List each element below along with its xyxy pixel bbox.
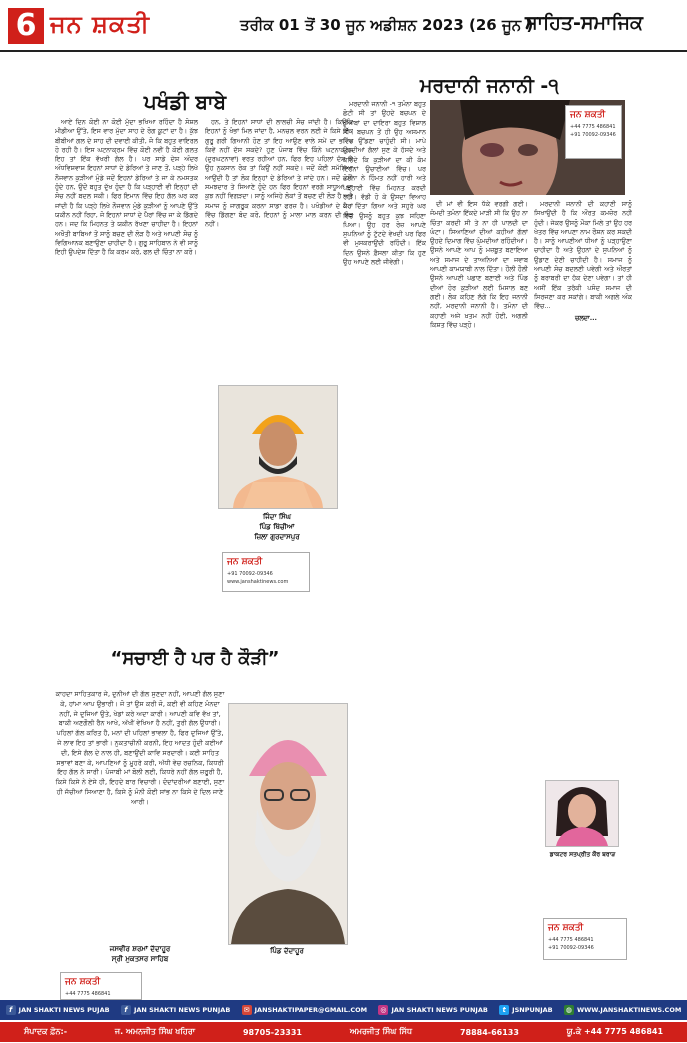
- article3-photo-caption: ਪਿੰਡ ਦੱਦਾਹੂਰ: [270, 947, 304, 955]
- news-badge-1: [222, 552, 310, 592]
- footer-link-label: JANSHAKTIPAPER@GMAIL.COM: [254, 1006, 368, 1014]
- elderly-man-pink-turban-photo: [229, 704, 347, 944]
- facebook-icon: f: [121, 1005, 131, 1015]
- article3-author-place: ਸ੍ਰੀ ਮੁਕਤਸਰ ਸਾਹਿਬ: [111, 955, 169, 963]
- article3-text: [55, 690, 225, 940]
- article1-author-district: ਜ਼ਿਲਾ ਗੁਰਦਾਸਪੁਰ: [254, 533, 300, 541]
- page-header: [0, 0, 687, 52]
- uk-phone: ਯੂ.ਕੇ +44 7775 486841: [566, 1027, 664, 1036]
- article3-title: “ਸਚਾਈ ਹੈ ਪਰ ਹੈ ਕੌੜੀ”: [110, 648, 280, 669]
- footer-link-label: WWW.JANSHAKTINEWS.COM: [576, 1006, 682, 1014]
- news-badge-photo: [565, 105, 622, 159]
- twitter-icon: t: [499, 1005, 509, 1015]
- badge-logo: ਜਨ ਸ਼ਕਤੀ: [227, 557, 263, 567]
- editor-label: ਸੰਪਾਦਕ ਫ਼ੋਨ:-: [23, 1027, 68, 1036]
- footer-link-label: JAN SHAKTI NEWS PUNJAB: [391, 1006, 488, 1014]
- article2-col3: [534, 200, 632, 760]
- badge-phone: +91 70092-09346: [227, 571, 273, 577]
- coeditor-name: ਅਮਰਜੀਤ ਸਿੰਘ ਸਿੱਧ: [349, 1027, 413, 1036]
- article1-col1: [55, 118, 198, 490]
- author-photo-satpreet-kaur: [545, 780, 619, 847]
- footer-link[interactable]: [564, 1005, 681, 1015]
- footer-link[interactable]: [378, 1005, 487, 1015]
- article1-col2-text: ਹਨ, ਤੇ ਇਹਨਾਂ ਸਾਧਾਂ ਦੀ ਲਾਲਚੀ ਸੋਚ ਜਾਂਦੀ ਹੈ। ਕਿਉਂਕਿ ਇਹਨਾਂ ਨੂੰ ਖੰਭਾਂ ਮਿਲ ਜਾਂਦਾ ਹੈ, ਮਨਚਲ ਵਰਨ ਲਈ ਜੇ ਕਿਸੇ ਇੱਕ ਗੁਰੂ ਗਰੀ ਗਿਆਨੀ ਹੋਣ ਤਾਂ ਇਹ ਆਉਣ ਵਾਲੇ ਸਮੇਂ ਦਾ ਭਵਿੱਖ ਕਿਵੇਂ ਨਹੀਂ ਦੱਸ ਸਕਦੇ? ਹੁਣ ਪੰਜਾਬ ਵਿੱਚ ਕਿੰਨੇ ਘਟਨਾਕ੍ਰਮ (ਦੁਰਘਟਨਾਵਾਂ) ਵਰਤ ਰਹੀਆਂ ਹਨ, ਫਿਰ ਇਹ ਪਹਿਲਾਂ ਦੱਸ ਕੇ ਉਹ ਨੁਕਸਾਨ ਰੋਕ ਤਾਂ ਕਿਉਂ ਨਹੀਂ ਸਕਦੇ। ਜਦੋਂ ਕੋਈ ਸਮੱਸਿਆ ਆਉਂਦੀ ਹੈ ਤਾਂ ਲੋਕ ਇਨ੍ਹਾਂ ਦੇ ਡੇਰਿਆਂ ਤੇ ਜਾਂਦੇ ਹਨ। ਜਦੋਂ ਕੋਈ ਸਮਝਦਾਰ ਤੇ ਸਿਆਣੇ ਹੁੰਦੇ ਹਨ ਫਿਰ ਇਹਨਾਂ ਵਰਗੇ ਸਾਧੂਆਂ ਦਾ ਕੁਝ ਨਹੀਂ ਵਿਗੜਦਾ। ਸਾਨੂੰ ਅਜਿਹੇ ਲੋਕਾਂ ਤੋਂ ਬਚਣ ਦੀ ਲੋੜ ਹੈ ਅਤੇ ਸਮਾਜ ਨੂੰ ਜਾਗਰੂਕ ਕਰਨਾ ਸਾਡਾ ਫਰਜ਼ ਹੈ। ਪਖੰਡੀਆਂ ਦੇ ਪੈਰਾਂ ਵਿੱਚ ਡਿੱਗਣਾ ਬੰਦ ਕਰੋ, ਇਹਨਾਂ ਨੂੰ ਮਾਲਾ ਮਾਲ ਕਰਨ ਦੀ ਲੋੜ ਨਹੀਂ।: [205, 118, 353, 229]
- section-title: ਸਾਹਿਤ-ਸਮਾਜਿਕ: [525, 12, 643, 34]
- footer-link[interactable]: [121, 1005, 230, 1015]
- article1-author: [212, 512, 342, 542]
- badge-logo: ਜਨ ਸ਼ਕਤੀ: [570, 110, 606, 120]
- article1-col1-text: ਆਏ ਦਿਨ ਕੋਈ ਨਾ ਕੋਈ ਮੁੱਦਾ ਭਖਿਆ ਰਹਿੰਦਾ ਹੈ ਸੋਸ਼ਲ ਮੀਡੀਆ ਉੱਤੇ, ਇਸ ਵਾਰ ਮੁੱਦਾ ਸਾਹ ਦੇ ਰੋਗ ਕੂਟਾਂ ਦਾ ਹੈ। ਕੁੱਝ ਬੀਬੀਆਂ ਗਲ ਦੇ ਸਾਹ ਦੀ ਦਵਾਈ ਕੀਤੀ, ਜੋ ਕਿ ਬਹੁਤ ਵਾਇਰਲ ਹੋ ਰਹੀ ਹੈ। ਇਸ ਘਟਨਾਕ੍ਰਮ ਵਿੱਚ ਕੋਈ ਨਵੀਂ ਹੈ ਕੋਈ ਗਲਤ ਇਹ ਤਾਂ ਇੱਕ ਵੱਖਰੀ ਗੱਲ ਹੈ। ਪਰ ਸਾਡੇ ਦੇਸ਼ ਅੰਦਰ ਅੰਧਵਿਸ਼ਵਾਸ਼ ਇਹਨਾਂ ਸਾਧਾਂ ਦੇ ਡੇਰਿਆਂ ਤੇ ਜਾਣ ਤੋਂ, ਪੜ੍ਹੇ ਲਿਖੇ ਨੌਜਵਾਨ ਕੁੜੀਆਂ ਮੁੰਡੇ ਜਦੋਂ ਇਹਨਾਂ ਡੇਰਿਆਂ ਤੇ ਜਾ ਕੇ ਨਮਸਤਕ ਹੁੰਦੇ ਹਨ, ਉਦੋਂ ਬਹੁਤ ਦੁੱਖ ਹੁੰਦਾ ਹੈ ਕਿ ਪੜ੍ਹਾਈ ਵੀ ਇਨ੍ਹਾਂ ਦੀ ਸੋਚ ਨਹੀਂ ਬਦਲ ਸਕੀ। ਫਿਰ ਇਮਾਨ ਵਿੱਚ ਇਹ ਗੱਲ ਘਰ ਕਰ ਜਾਂਦੀ ਹੈ ਕਿ ਪੜ੍ਹੇ ਲਿਖੇ ਨੌਜਵਾਨ ਮੁੰਡੇ ਕੁੜੀਆਂ ਨੂੰ ਆਪਣੇ ਉੱਤੇ ਯਕੀਨ ਨਹੀਂ ਰਿਹਾ, ਜੋ ਇਹਨਾਂ ਸਾਧਾਂ ਦੇ ਪੈਰਾਂ ਵਿੱਚ ਜਾ ਕੇ ਡਿੱਗਦੇ ਹਨ। ਜਦ ਕਿ ਮਿਹਨਤ ਤੇ ਯਕੀਨ ਰੱਖਣਾ ਚਾਹੀਦਾ ਹੈ। ਇਹਨਾਂ ਅਖੌਤੀ ਬਾਬਿਆਂ ਤੋਂ ਸਾਨੂੰ ਬਚਣ ਦੀ ਲੋੜ ਹੈ ਅਤੇ ਆਪਣੀ ਸੋਚ ਨੂੰ ਵਿਗਿਆਨਕ ਬਣਾਉਣਾ ਚਾਹੀਦਾ ਹੈ। ਗੁਰੂ ਸਾਹਿਬਾਨ ਨੇ ਵੀ ਸਾਨੂੰ ਇਹੀ ਉਪਦੇਸ਼ ਦਿੱਤਾ ਹੈ ਕਿ ਕਰਮ ਕਰੋ, ਫਲ ਦੀ ਚਿੰਤਾ ਨਾ ਕਰੋ।: [55, 118, 198, 257]
- badge-phone: +44 7775 486841: [65, 991, 111, 997]
- article1-author-name: ਜਿੰਦਾ ਸਿੰਘ: [262, 513, 292, 521]
- article3-author-name: ਜਸਵੀਰ ਸ਼ਰਮਾਂ ਦੱਦਾਹੂਰ: [109, 945, 171, 953]
- news-badge-2: [60, 972, 142, 1000]
- badge-phone-2: +91 70092-09346: [570, 132, 616, 138]
- article2-photo: [430, 100, 625, 195]
- badge-phone-2: +91 70092-09346: [548, 945, 594, 951]
- footer-link-label: JSNPUNJAB: [512, 1006, 553, 1014]
- footer-link[interactable]: [499, 1005, 552, 1015]
- author-photo-jasvir-sharma: [228, 703, 348, 945]
- article3-author: [55, 944, 225, 964]
- contact-info-bar: [0, 1022, 687, 1042]
- article2-col2: [430, 200, 528, 990]
- article2-continued: ਚਲਦਾ...: [575, 313, 597, 322]
- facebook-icon: f: [6, 1005, 16, 1015]
- footer-link-label: JAN SHAKTI NEWS PUJAB: [18, 1006, 110, 1014]
- edition-dateline: ਤਰੀਕ 01 ਤੋਂ 30 ਜੂਨ ਅਡੀਸ਼ਨ 2023 (26 ਜੂਨ ): [240, 16, 534, 34]
- article1-author-place: ਪਿੰਡ ਖਿੱਚੀਆਂ: [259, 523, 295, 531]
- footer-link[interactable]: [242, 1005, 367, 1015]
- instagram-icon: ◎: [380, 1006, 387, 1014]
- page-number: 6: [8, 8, 44, 44]
- person-with-turban-photo: [219, 386, 337, 508]
- coeditor-phone: 78884-66133: [459, 1027, 519, 1037]
- news-badge-3: [543, 918, 627, 960]
- footer-link[interactable]: [6, 1005, 110, 1015]
- badge-site: www.janshaktinews.com: [227, 579, 289, 585]
- article2-col1: [343, 100, 426, 990]
- badge-logo: ਜਨ ਸ਼ਕਤੀ: [548, 923, 584, 933]
- mail-icon: ✉: [242, 1005, 252, 1015]
- badge-logo: ਜਨ ਸ਼ਕਤੀ: [65, 977, 101, 987]
- article1-col2: [205, 118, 353, 373]
- article2-col2-text: ਦੀ ਮਾਂ ਵੀ ਇਸ ਧੱਕੇ ਵਰਗੀ ਗਈ। ਜੰਮਦੀ ਤਮੰਨਾ ਇੱਕਦੇ ਮਾੜੀ ਸੀ ਕਿ ਉਹ ਨਾ ਚਿੰਤਾ ਕਰਦੀ ਸੀ ਤੇ ਨਾ ਹੀ ਪਾਲਦੀ ਦਾ ਘੰਟਾ। ਸਿਆਣਿਆਂ ਦੀਆਂ ਕਹੀਆਂ ਗੱਲਾਂ ਉਹਦੇ ਦਿਮਾਗ ਵਿੱਚ ਘੁੰਮਦੀਆਂ ਰਹਿੰਦੀਆਂ। ਉਸਨੇ ਆਪਣੇ ਆਪ ਨੂੰ ਮਜ਼ਬੂਤ ਬਣਾਇਆ ਅਤੇ ਸਮਾਜ ਦੇ ਤਾਅਨਿਆਂ ਦਾ ਜਵਾਬ ਆਪਣੀ ਕਾਮਯਾਬੀ ਨਾਲ ਦਿੱਤਾ। ਹੌਲੀ ਹੌਲੀ ਉਸਨੇ ਆਪਣੀ ਪਛਾਣ ਬਣਾਈ ਅਤੇ ਪਿੰਡ ਦੀਆਂ ਹੋਰ ਕੁੜੀਆਂ ਲਈ ਮਿਸਾਲ ਬਣ ਗਈ। ਲੋਕ ਕਹਿਣ ਲੱਗੇ ਕਿ ਇਹ ਜਨਾਨੀ ਨਹੀਂ, ਮਰਦਾਨੀ ਜਨਾਨੀ ਹੈ। ਤਮੰਨਾ ਦੀ ਕਹਾਣੀ ਅਜੇ ਖ਼ਤਮ ਨਹੀਂ ਹੋਈ, ਅਗਲੀ ਕਿਸ਼ਤ ਵਿੱਚ ਪੜ੍ਹੋ।: [430, 200, 528, 329]
- article1-title: ਪਖੰਡੀ ਬਾਬੇ: [143, 90, 227, 114]
- article2-title: ਮਰਦਾਨੀ ਜਨਾਨੀ -੧: [420, 75, 559, 97]
- badge-phone: +44 7775 486841: [570, 124, 616, 130]
- author-photo-jinda-singh: [218, 385, 338, 509]
- article2-col1-text: ਮਰਦਾਨੀ ਜਨਾਨੀ -੧ ਤਮੰਨਾ ਬਹੁਤ ਛੋਟੀ ਸੀ ਤਾਂ ਉਹਦੇ ਬਚਪਨ ਦੇ ਖ਼ੁਆਬਾਂ ਦਾ ਦਾਇਰਾ ਬਹੁਤ ਵਿਸ਼ਾਲ ਸੀ। ਬਚਪਨ ਤੋਂ ਹੀ ਉਹ ਅਸਮਾਨ ਵਿੱਚ ਉੱਡਣਾ ਚਾਹੁੰਦੀ ਸੀ। ਮਾਪੇ ਉਹਦੀਆਂ ਗੱਲਾਂ ਸੁਣ ਕੇ ਹੱਸਦੇ ਅਤੇ ਕਹਿੰਦੇ ਕਿ ਕੁੜੀਆਂ ਦਾ ਕੀ ਕੰਮ ਇਹਨਾਂ ਉਚਾਈਆਂ ਵਿੱਚ। ਪਰ ਤਮੰਨਾ ਨੇ ਹਿੰਮਤ ਨਹੀਂ ਹਾਰੀ ਅਤੇ ਪੜ੍ਹਾਈ ਵਿੱਚ ਮਿਹਨਤ ਕਰਦੀ ਰਹੀ। ਵੱਡੀ ਹੋ ਕੇ ਉਸਦਾ ਵਿਆਹ ਕਰ ਦਿੱਤਾ ਗਿਆ ਅਤੇ ਸਹੁਰੇ ਘਰ ਵਿੱਚ ਉਸਨੂੰ ਬਹੁਤ ਕੁਝ ਸਹਿਣਾ ਪਿਆ। ਉਹ ਹਰ ਰੋਜ਼ ਆਪਣੇ ਸੁਪਨਿਆਂ ਨੂੰ ਟੁੱਟਦੇ ਵੇਖਦੀ ਪਰ ਫਿਰ ਵੀ ਮੁਸਕਰਾਉਂਦੀ ਰਹਿੰਦੀ। ਇੱਕ ਦਿਨ ਉਸਨੇ ਫ਼ੈਸਲਾ ਕੀਤਾ ਕਿ ਹੁਣ ਉਹ ਆਪਣੇ ਲਈ ਜੀਵੇਗੀ।: [343, 100, 426, 267]
- footer-link-label: JAN SHAKTI NEWS PUNJAB: [133, 1006, 231, 1014]
- badge-phone: +44 7775 486841: [548, 937, 594, 943]
- article2-author: ਡਾਕਟਰ ਸਤਪ੍ਰੀਤ ਕੌਰ ਬਰਾੜ: [549, 851, 616, 858]
- article2-col3-text: ਮਰਦਾਨੀ ਜਨਾਨੀ ਦੀ ਕਹਾਣੀ ਸਾਨੂੰ ਸਿਖਾਉਂਦੀ ਹੈ ਕਿ ਔਰਤ ਕਮਜ਼ੋਰ ਨਹੀਂ ਹੁੰਦੀ। ਜੇਕਰ ਉਸਨੂੰ ਮੌਕਾ ਮਿਲੇ ਤਾਂ ਉਹ ਹਰ ਖੇਤਰ ਵਿੱਚ ਆਪਣਾ ਨਾਮ ਰੌਸ਼ਨ ਕਰ ਸਕਦੀ ਹੈ। ਸਾਨੂੰ ਆਪਣੀਆਂ ਧੀਆਂ ਨੂੰ ਪੜ੍ਹਾਉਣਾ ਚਾਹੀਦਾ ਹੈ ਅਤੇ ਉਹਨਾਂ ਦੇ ਸੁਪਨਿਆਂ ਨੂੰ ਉਡਾਣ ਦੇਣੀ ਚਾਹੀਦੀ ਹੈ। ਸਮਾਜ ਨੂੰ ਆਪਣੀ ਸੋਚ ਬਦਲਣੀ ਪਵੇਗੀ ਅਤੇ ਔਰਤਾਂ ਨੂੰ ਬਰਾਬਰੀ ਦਾ ਹੱਕ ਦੇਣਾ ਪਵੇਗਾ। ਤਾਂ ਹੀ ਅਸੀਂ ਇੱਕ ਤਰੱਕੀ ਪਸੰਦ ਸਮਾਜ ਦੀ ਸਿਰਜਣਾ ਕਰ ਸਕਾਂਗੇ। ਬਾਕੀ ਅਗਲੇ ਅੰਕ ਵਿੱਚ...: [534, 200, 632, 311]
- editor-name: ਜ. ਅਮਨਜੀਤ ਸਿੰਘ ਖਹਿਰਾ: [114, 1027, 196, 1036]
- editor-phone: 98705-23331: [242, 1027, 302, 1037]
- social-links-bar: [0, 1000, 687, 1020]
- woman-portrait-photo: [546, 781, 618, 846]
- article3-text-body: ਕਾਹਦਾ ਸਾਹਿਤਕਾਰ ਜੇ, ਦੁਨੀਆਂ ਦੀ ਗੱਲ ਸੁਣਦਾ ਨਹੀਂ, ਆਪਣੀ ਗੱਲ ਸੁਣਾ ਕੇ, ਹਾਂਮਾ ਆਪ ਉਭਾਰੀ। ਜੋ ਤਾਂ ਉਸ ਕਰੀ ਜੋ, ਕਈ ਵੀ ਕਹਿਣ ਮੰਨਦਾ ਨਹੀਂ, ਜੇ ਦੁਜਿਆਂ ਉਤੇ, ਖੇਡਾਂ ਕਰੇ ਅਦਾ ਕਾਰੀ। ਆਪਣੀ ਕਵਿ ਵੱਖ ਤਾਂ, ਬਾਕੀ ਅਣਗੌਲੀ ਰੈਨ ਆਖੇ, ਅੱਖੀਂ ਵੇਖਿਆ ਹੈ ਨਹੀਂ, ਤੁਰੀ ਗੱਲ ਉਧਾਰੀ। ਪਹਿਲਾਂ ਗੱਲ ਕਰਿਤ ਹੈ, ਮਨਾਂ ਦੀ ਪਹਿਲਾਂ ਭਾਵਲਾ ਹੈ, ਫਿਰ ਦੁਜਿਆਂ ਉੱਤੇ, ਜੇ ਲਾਵ ਇਹ ਤਾਂ ਭਾਰੀ। ਨੁਕਤਾਚੀਨੀ ਕਰਨੀ, ਇਹ ਆਦਤ ਹੁੰਦੀ ਕਈਆਂ ਦੀ, ਇਸੇ ਗੱਲ ਦੇ ਨਾਲ ਹੀ, ਬਣਾਉਂਦੀ ਕਾਵਿ ਸਰਦਾਰੀ। ਕਈ ਸਾਹਿਤ ਸਭਾਵਾਂ ਬਣਾ ਕੇ, ਆਪਣਿਆਂ ਨੂੰ ਮੂਹਰੇ ਕਰੀ, ਅੱਧੀ ਵੇਚ ਰਚਨਿਕ, ਕਿਧਰੀ ਇਹ ਗੱਲ ਨੇ ਸਾਰੀ। ਪੰਜਾਬੀ ਮਾਂ ਬੋਲੀ ਲਈ, ਕਿਧਰੇ ਨਹੀਂ ਗੱਲ ਜ਼ਰੂਰੀ ਹੈ, ਕਿਸੇ ਕਿਸੇ ਨੇ ਏਸੇ ਹੀ, ਇਹਦੇ ਬਾਰ ਵਿਚਾਰੀ। ਦੰਦਾਂਦਰੀਆਂ ਬਣਾਈ, ਸੁਣਾ ਹੀ ਜੱਚੀਆਂ ਸਿਆਣਾ ਹੈ, ਕਿਸੇ ਨੂੰ ਮੰਨੀ ਕੋਈ ਸਾਂਭ ਨਾ ਕਿਸੇ ਦੇ ਦਿਲ ਜਾਣੇ ਆਰੀ।: [55, 690, 225, 806]
- globe-icon: ◍: [565, 1006, 573, 1014]
- newspaper-logo: ਜਨ ਸ਼ਕਤੀ: [50, 10, 150, 38]
